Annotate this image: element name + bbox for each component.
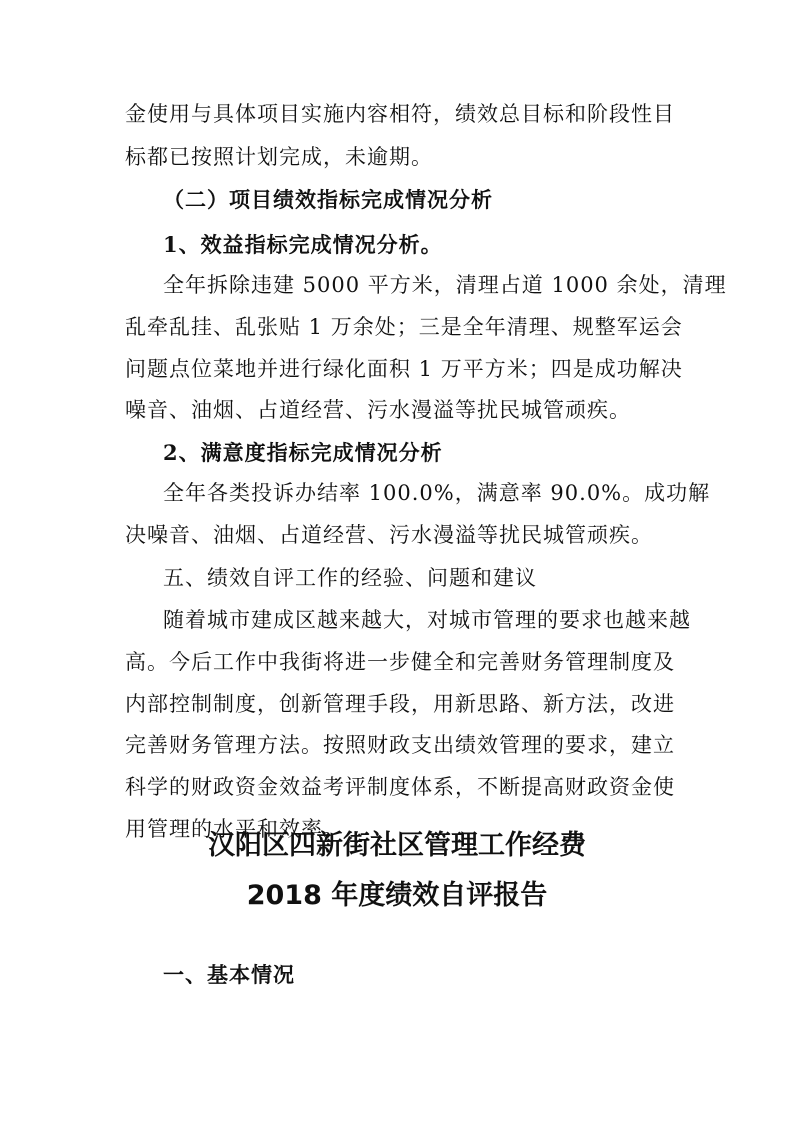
paragraph-line: 金使用与具体项目实施内容相符，绩效总目标和阶段性目 [125,102,675,126]
paragraph-line: 高。今后工作中我街将进一步健全和完善财务管理制度及 [125,650,675,674]
paragraph-line: 乱牵乱挂、乱张贴 1 万余处；三是全年清理、规整军运会 [125,315,683,339]
section-heading-1: 一、基本情况 [163,962,295,987]
paragraph-line: 决噪音、油烟、占道经营、污水漫溢等扰民城管顽疾。 [125,523,653,547]
paragraph-line: 完善财务管理方法。按照财政支出绩效管理的要求，建立 [125,733,675,757]
paragraph-line: 用管理的水平和效率。 [125,817,345,841]
paragraph-line: 标都已按照计划完成，未逾期。 [125,145,433,169]
paragraph-line: 问题点位菜地并进行绿化面积 1 万平方米；四是成功解决 [125,357,683,381]
paragraph-line: 噪音、油烟、占道经营、污水漫溢等扰民城管顽疾。 [125,398,631,422]
paragraph-line: 全年拆除违建 5000 平方米，清理占道 1000 余处，清理 [163,273,727,297]
report-title-line-1: 汉阳区四新街社区管理工作经费 [208,830,586,861]
paragraph-line: 随着城市建成区越来越大，对城市管理的要求也越来越 [163,608,691,632]
paragraph-line: 科学的财政资金效益考评制度体系，不断提高财政资金使 [125,775,675,799]
section-heading-2: （二）项目绩效指标完成情况分析 [163,187,493,212]
section-heading-5: 五、绩效自评工作的经验、问题和建议 [163,566,537,590]
paragraph-line: 内部控制制度，创新管理手段，用新思路、新方法，改进 [125,692,675,716]
report-title-line-2: 2018 年度绩效自评报告 [246,880,548,911]
subsection-heading-benefit: 1、效益指标完成情况分析。 [163,232,443,257]
paragraph-line: 全年各类投诉办结率 100.0%，满意率 90.0%。成功解 [163,481,711,505]
subsection-heading-satisfaction: 2、满意度指标完成情况分析 [163,440,443,465]
